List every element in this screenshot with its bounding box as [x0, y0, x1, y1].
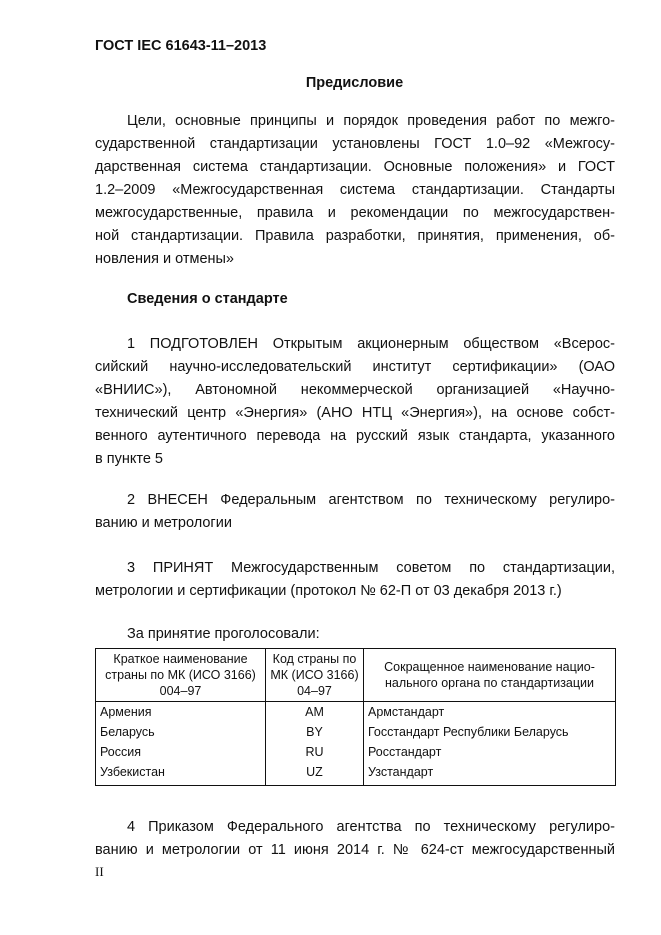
standards-body-cell: Росстандарт — [364, 742, 616, 762]
code-cell: UZ — [266, 762, 364, 786]
code-cell: BY — [266, 722, 364, 742]
text-line: 2 ВНЕСЕН Федеральным агентством по техническому регулиро- — [127, 492, 615, 508]
text-line: «ВНИИС»), Автономной некоммерческой организацией «Научно- — [95, 382, 615, 398]
table-header-row — [96, 649, 616, 702]
text-line: межгосударственные, правила и рекомендации по межгосударствен- — [95, 205, 615, 221]
country-cell: Армения — [96, 702, 266, 723]
text-line: в пункте 5 — [95, 451, 163, 467]
section-title: Сведения о стандарте — [127, 291, 288, 307]
text-line: 4 Приказом Федерального агентства по техническому регулиро- — [127, 819, 615, 835]
page-title: Предисловие — [305, 75, 404, 91]
text-line: метрологии и сертификации (протокол № 62-П от 03 декабря 2013 г.) — [95, 583, 562, 599]
column-header-country: Краткое наименование страны по МК (ИСО 3166) 004–97 — [96, 649, 266, 702]
page-number: II — [95, 864, 104, 879]
text-line: 1.2–2009 «Межгосударственная система стандартизации. Стандарты — [95, 182, 615, 198]
column-header-body: Сокращенное наименование нацио- нального органа по стандартизации — [364, 649, 616, 702]
country-cell: Узбекистан — [96, 762, 266, 786]
text-line: новления и отмены» — [95, 251, 234, 267]
standards-body-cell: Армстандарт — [364, 702, 616, 723]
table-row — [96, 722, 616, 742]
table-row — [96, 742, 616, 762]
item-1-paragraph — [95, 333, 615, 471]
code-cell: RU — [266, 742, 364, 762]
text-line: технический центр «Энергия» (АНО НТЦ «Энергия»), на основе собст- — [95, 405, 615, 421]
standards-body-cell: Госстандарт Республики Беларусь — [364, 722, 616, 742]
text-line: ванию и метрологии от 11 июня 2014 г. № 624-ст межгосударственный — [95, 842, 615, 858]
column-header-code: Код страны по МК (ИСО 3166) 04–97 — [266, 649, 364, 702]
country-cell: Беларусь — [96, 722, 266, 742]
document-header: ГОСТ IEC 61643-11–2013 — [95, 38, 267, 54]
standards-body-cell: Узстандарт — [364, 762, 616, 786]
text-line: дарственная система стандартизации. Основные положения» и ГОСТ — [95, 159, 615, 175]
table-row — [96, 702, 616, 723]
vote-label: За принятие проголосовали: — [127, 626, 320, 642]
text-line: 1 ПОДГОТОВЛЕН Открытым акционерным обществом «Всерос- — [127, 336, 615, 352]
text-line: ванию и метрологии — [95, 515, 232, 531]
item-4-paragraph — [95, 816, 615, 862]
text-line: венного аутентичного перевода на русский язык стандарта, указанного — [95, 428, 615, 444]
voting-table — [95, 648, 616, 786]
text-line: 3 ПРИНЯТ Межгосударственным советом по стандартизации, — [127, 560, 615, 576]
table-row — [96, 762, 616, 786]
item-3-paragraph — [95, 557, 615, 603]
item-2-paragraph — [95, 489, 615, 535]
code-cell: AM — [266, 702, 364, 723]
intro-paragraph — [95, 110, 615, 271]
text-line: Цели, основные принципы и порядок проведения работ по межго- — [127, 113, 615, 129]
text-line: ной стандартизации. Правила разработки, принятия, применения, об- — [95, 228, 615, 244]
country-cell: Россия — [96, 742, 266, 762]
text-line: сударственной стандартизации установлены ГОСТ 1.0–92 «Межгосу- — [95, 136, 615, 152]
text-line: сийский научно-исследовательский институт сертификации» (ОАО — [95, 359, 615, 375]
